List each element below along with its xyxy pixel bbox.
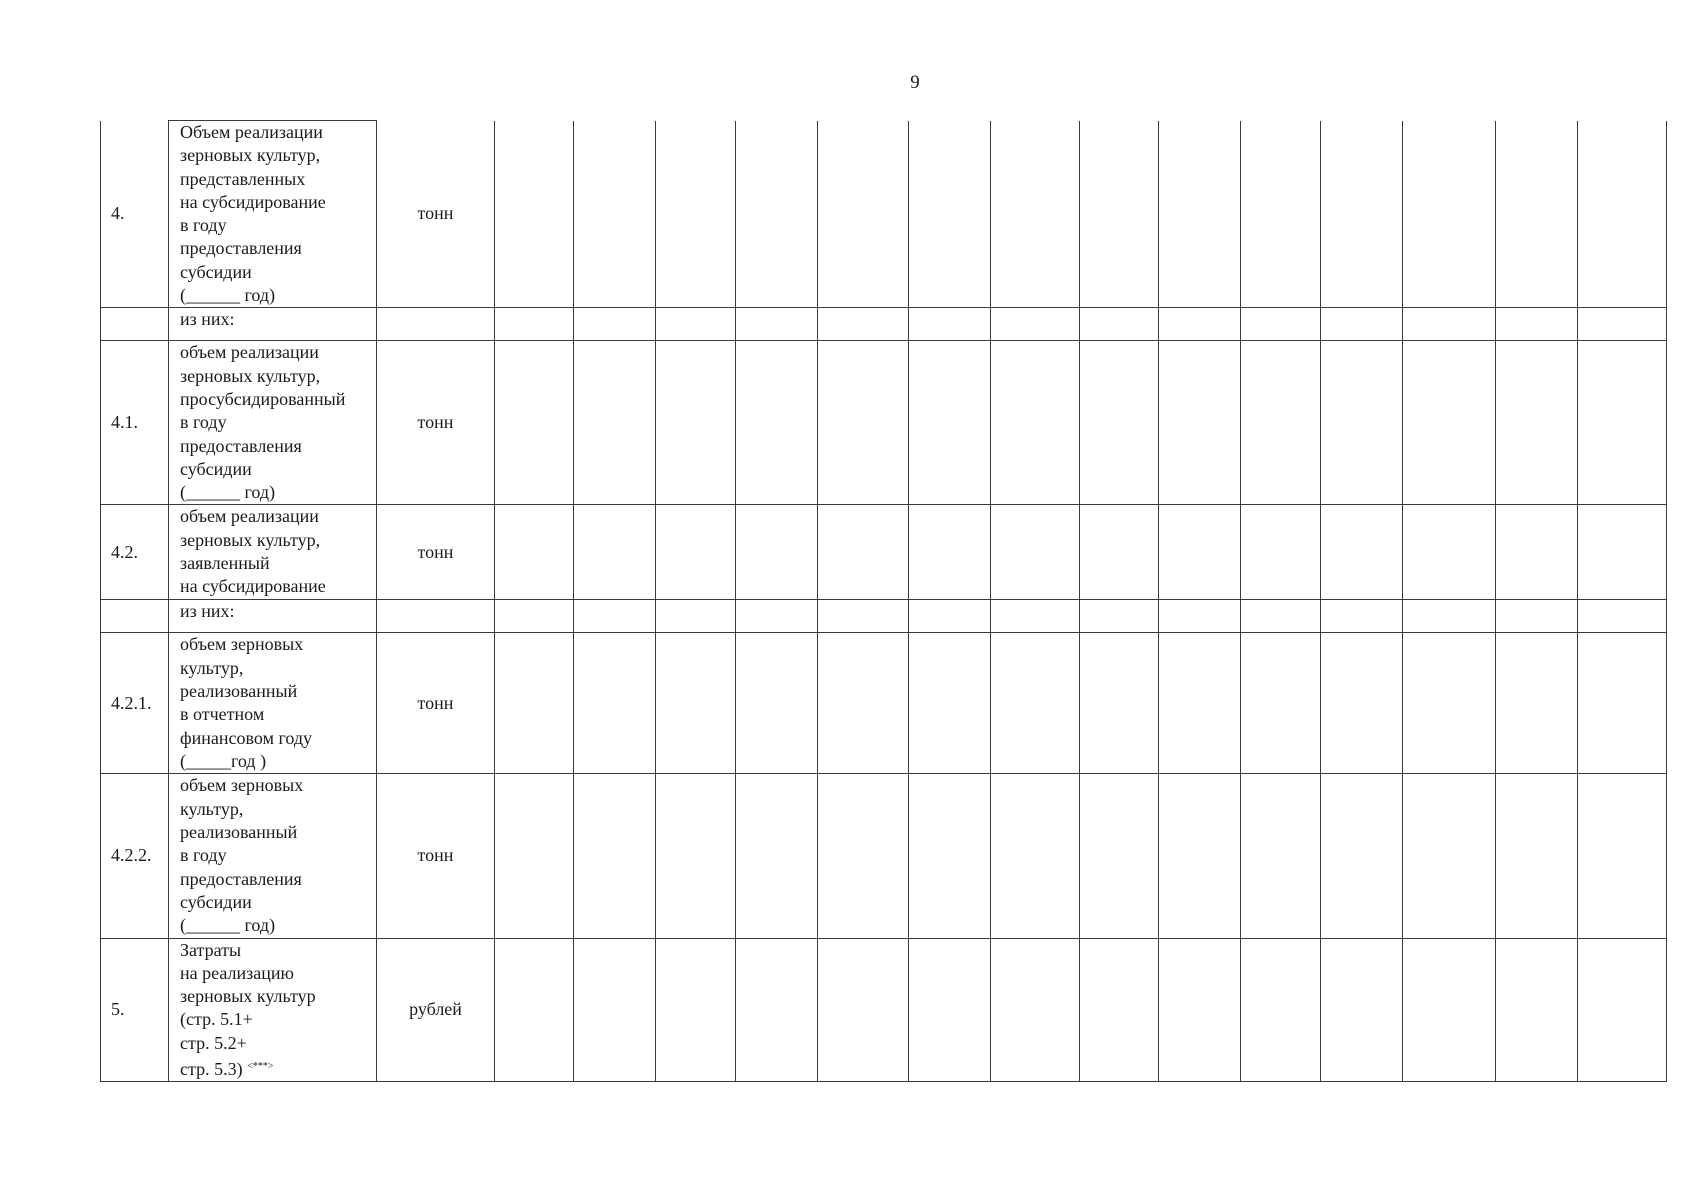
description-line: субсидии <box>180 261 252 282</box>
value-cell[interactable] <box>1241 600 1321 633</box>
value-cell[interactable] <box>991 308 1080 341</box>
value-cell[interactable] <box>1080 121 1159 308</box>
description-line: предоставления <box>180 868 302 889</box>
value-cell[interactable] <box>1241 633 1321 774</box>
value-cell[interactable] <box>736 308 818 341</box>
value-cell[interactable] <box>656 121 736 308</box>
value-cell[interactable] <box>1496 505 1578 600</box>
description-line: (______ год) <box>180 285 276 306</box>
value-cell[interactable] <box>736 341 818 505</box>
value-cell[interactable] <box>574 938 656 1082</box>
value-cell[interactable] <box>656 308 736 341</box>
value-cell[interactable] <box>1578 121 1667 308</box>
value-cell[interactable] <box>495 341 574 505</box>
value-cell[interactable] <box>1321 774 1403 938</box>
description-line: зерновых культур, <box>180 365 321 386</box>
description-line: зерновых культур <box>180 986 316 1007</box>
unit-cell: тонн <box>377 121 495 308</box>
value-cell[interactable] <box>1403 633 1496 774</box>
value-cell[interactable] <box>1403 774 1496 938</box>
value-cell[interactable] <box>1403 121 1496 308</box>
value-cell[interactable] <box>909 633 991 774</box>
value-cell[interactable] <box>818 938 909 1082</box>
value-cell[interactable] <box>991 633 1080 774</box>
description-line: (стр. 5.1+ <box>180 1009 253 1030</box>
row-number: 5. <box>101 938 169 1082</box>
value-cell[interactable] <box>1496 121 1578 308</box>
value-cell[interactable] <box>909 121 991 308</box>
value-cell[interactable] <box>1159 341 1241 505</box>
value-cell[interactable] <box>574 600 656 633</box>
value-cell[interactable] <box>991 600 1080 633</box>
row-number: 4.2. <box>101 505 169 600</box>
value-cell[interactable] <box>1159 938 1241 1082</box>
description-line: заявленный <box>180 553 270 574</box>
value-cell[interactable] <box>1241 505 1321 600</box>
table-row <box>101 341 1667 505</box>
row-number: 4.2.2. <box>101 774 169 938</box>
value-cell[interactable] <box>1080 633 1159 774</box>
value-cell[interactable] <box>1403 505 1496 600</box>
unit-cell <box>377 308 495 341</box>
description-line: субсидии <box>180 458 252 479</box>
value-cell[interactable] <box>818 505 909 600</box>
description-line: стр. 5.2+ <box>180 1032 247 1053</box>
value-cell[interactable] <box>1321 938 1403 1082</box>
value-cell[interactable] <box>736 600 818 633</box>
value-cell[interactable] <box>495 308 574 341</box>
description-line: (______ год) <box>180 482 276 503</box>
table-row <box>101 308 1667 341</box>
value-cell[interactable] <box>1241 774 1321 938</box>
description-line: культур, <box>180 798 244 819</box>
indicator-description <box>169 308 377 341</box>
value-cell[interactable] <box>736 774 818 938</box>
value-cell[interactable] <box>574 633 656 774</box>
description-line: объем зерновых <box>180 634 304 655</box>
value-cell[interactable] <box>495 774 574 938</box>
value-cell[interactable] <box>1578 633 1667 774</box>
value-cell[interactable] <box>1159 308 1241 341</box>
description-line: финансовом году <box>180 727 313 748</box>
value-cell[interactable] <box>1241 121 1321 308</box>
value-cell[interactable] <box>1080 308 1159 341</box>
value-cell[interactable] <box>909 341 991 505</box>
value-cell[interactable] <box>495 505 574 600</box>
row-number: 4.2.1. <box>101 633 169 774</box>
value-cell[interactable] <box>574 121 656 308</box>
description-line: объем реализации <box>180 506 319 527</box>
description-line: из них: <box>180 309 235 330</box>
value-cell[interactable] <box>1496 938 1578 1082</box>
value-cell[interactable] <box>736 633 818 774</box>
value-cell[interactable] <box>1159 600 1241 633</box>
value-cell[interactable] <box>818 121 909 308</box>
description-line: (______ год) <box>180 915 276 936</box>
value-cell[interactable] <box>1578 505 1667 600</box>
value-cell[interactable] <box>909 938 991 1082</box>
description-line: реализованный <box>180 822 298 843</box>
value-cell[interactable] <box>495 600 574 633</box>
value-cell[interactable] <box>574 505 656 600</box>
table-row <box>101 938 1667 1082</box>
value-cell[interactable] <box>1578 600 1667 633</box>
unit-cell: тонн <box>377 505 495 600</box>
description-line: предоставления <box>180 435 302 456</box>
description-line: представленных <box>180 168 306 189</box>
value-cell[interactable] <box>1403 938 1496 1082</box>
value-cell[interactable] <box>656 774 736 938</box>
description-line-wrap <box>180 1055 376 1081</box>
description-line: культур, <box>180 657 244 678</box>
unit-cell <box>377 600 495 633</box>
value-cell[interactable] <box>1321 633 1403 774</box>
description-line: в году <box>180 412 227 433</box>
table-row <box>101 633 1667 774</box>
value-cell[interactable] <box>991 121 1080 308</box>
value-cell[interactable] <box>1321 505 1403 600</box>
description-line: в отчетном <box>180 704 265 725</box>
description-line: просубсидированный <box>180 388 346 409</box>
value-cell[interactable] <box>1403 341 1496 505</box>
value-cell[interactable] <box>818 774 909 938</box>
value-cell[interactable] <box>574 308 656 341</box>
unit-cell: тонн <box>377 341 495 505</box>
value-cell[interactable] <box>495 938 574 1082</box>
description-line: зерновых культур, <box>180 529 321 550</box>
page-number: 9 <box>910 72 920 93</box>
value-cell[interactable] <box>991 938 1080 1082</box>
value-cell[interactable] <box>818 308 909 341</box>
indicator-description <box>169 341 377 505</box>
row-number: 4. <box>101 121 169 308</box>
value-cell[interactable] <box>909 774 991 938</box>
value-cell[interactable] <box>656 938 736 1082</box>
row-number <box>101 308 169 341</box>
description-line: объем зерновых <box>180 775 304 796</box>
description-line: реализованный <box>180 681 298 702</box>
indicator-description <box>169 505 377 600</box>
value-cell[interactable] <box>909 505 991 600</box>
value-cell[interactable] <box>656 600 736 633</box>
value-cell[interactable] <box>991 505 1080 600</box>
value-cell[interactable] <box>1496 308 1578 341</box>
value-cell[interactable] <box>1496 633 1578 774</box>
indicator-description <box>169 938 377 1082</box>
value-cell[interactable] <box>818 600 909 633</box>
unit-cell: рублей <box>377 938 495 1082</box>
value-cell[interactable] <box>1578 341 1667 505</box>
value-cell[interactable] <box>1496 600 1578 633</box>
value-cell[interactable] <box>991 341 1080 505</box>
value-cell[interactable] <box>736 505 818 600</box>
value-cell[interactable] <box>818 633 909 774</box>
description-line: стр. 5.3) <box>180 1059 243 1080</box>
description-line: (_____год ) <box>180 750 267 771</box>
value-cell[interactable] <box>1403 600 1496 633</box>
description-line: в году <box>180 215 227 236</box>
table-row <box>101 600 1667 633</box>
value-cell[interactable] <box>656 633 736 774</box>
value-cell[interactable] <box>1241 308 1321 341</box>
value-cell[interactable] <box>1496 774 1578 938</box>
value-cell[interactable] <box>1241 341 1321 505</box>
value-cell[interactable] <box>1321 308 1403 341</box>
value-cell[interactable] <box>736 938 818 1082</box>
unit-cell: тонн <box>377 633 495 774</box>
table-row <box>101 121 1667 308</box>
value-cell[interactable] <box>1403 308 1496 341</box>
indicators-table <box>100 120 1667 1082</box>
value-cell[interactable] <box>574 774 656 938</box>
value-cell[interactable] <box>1578 938 1667 1082</box>
value-cell[interactable] <box>736 121 818 308</box>
value-cell[interactable] <box>656 505 736 600</box>
value-cell[interactable] <box>1241 938 1321 1082</box>
description-line: из них: <box>180 601 235 622</box>
value-cell[interactable] <box>909 600 991 633</box>
value-cell[interactable] <box>1080 938 1159 1082</box>
indicator-description <box>169 600 377 633</box>
table-row <box>101 505 1667 600</box>
indicator-description <box>169 774 377 938</box>
value-cell[interactable] <box>1496 341 1578 505</box>
row-number: 4.1. <box>101 341 169 505</box>
value-cell[interactable] <box>495 121 574 308</box>
description-line: субсидии <box>180 891 252 912</box>
description-line: объем реализации <box>180 342 319 363</box>
value-cell[interactable] <box>1321 600 1403 633</box>
value-cell[interactable] <box>495 633 574 774</box>
description-line: Затраты <box>180 939 242 960</box>
value-cell[interactable] <box>1578 308 1667 341</box>
value-cell[interactable] <box>574 341 656 505</box>
value-cell[interactable] <box>1578 774 1667 938</box>
value-cell[interactable] <box>1080 774 1159 938</box>
unit-cell: тонн <box>377 774 495 938</box>
table-row <box>101 774 1667 938</box>
value-cell[interactable] <box>1080 600 1159 633</box>
description-line: зерновых культур, <box>180 145 321 166</box>
value-cell[interactable] <box>1159 121 1241 308</box>
description-line: в году <box>180 845 227 866</box>
value-cell[interactable] <box>1159 774 1241 938</box>
row-number <box>101 600 169 633</box>
value-cell[interactable] <box>818 341 909 505</box>
value-cell[interactable] <box>909 308 991 341</box>
value-cell[interactable] <box>1159 505 1241 600</box>
value-cell[interactable] <box>1159 633 1241 774</box>
indicator-description <box>169 121 377 308</box>
value-cell[interactable] <box>991 774 1080 938</box>
value-cell[interactable] <box>1080 341 1159 505</box>
value-cell[interactable] <box>1321 341 1403 505</box>
description-line: предоставления <box>180 238 302 259</box>
value-cell[interactable] <box>1321 121 1403 308</box>
description-line: на субсидирование <box>180 191 326 212</box>
description-line: Объем реализации <box>180 122 323 142</box>
value-cell[interactable] <box>1080 505 1159 600</box>
footnote-mark: <***> <box>247 1061 274 1073</box>
description-line: на реализацию <box>180 962 294 983</box>
indicator-description <box>169 633 377 774</box>
description-line: на субсидирование <box>180 576 326 597</box>
value-cell[interactable] <box>656 341 736 505</box>
